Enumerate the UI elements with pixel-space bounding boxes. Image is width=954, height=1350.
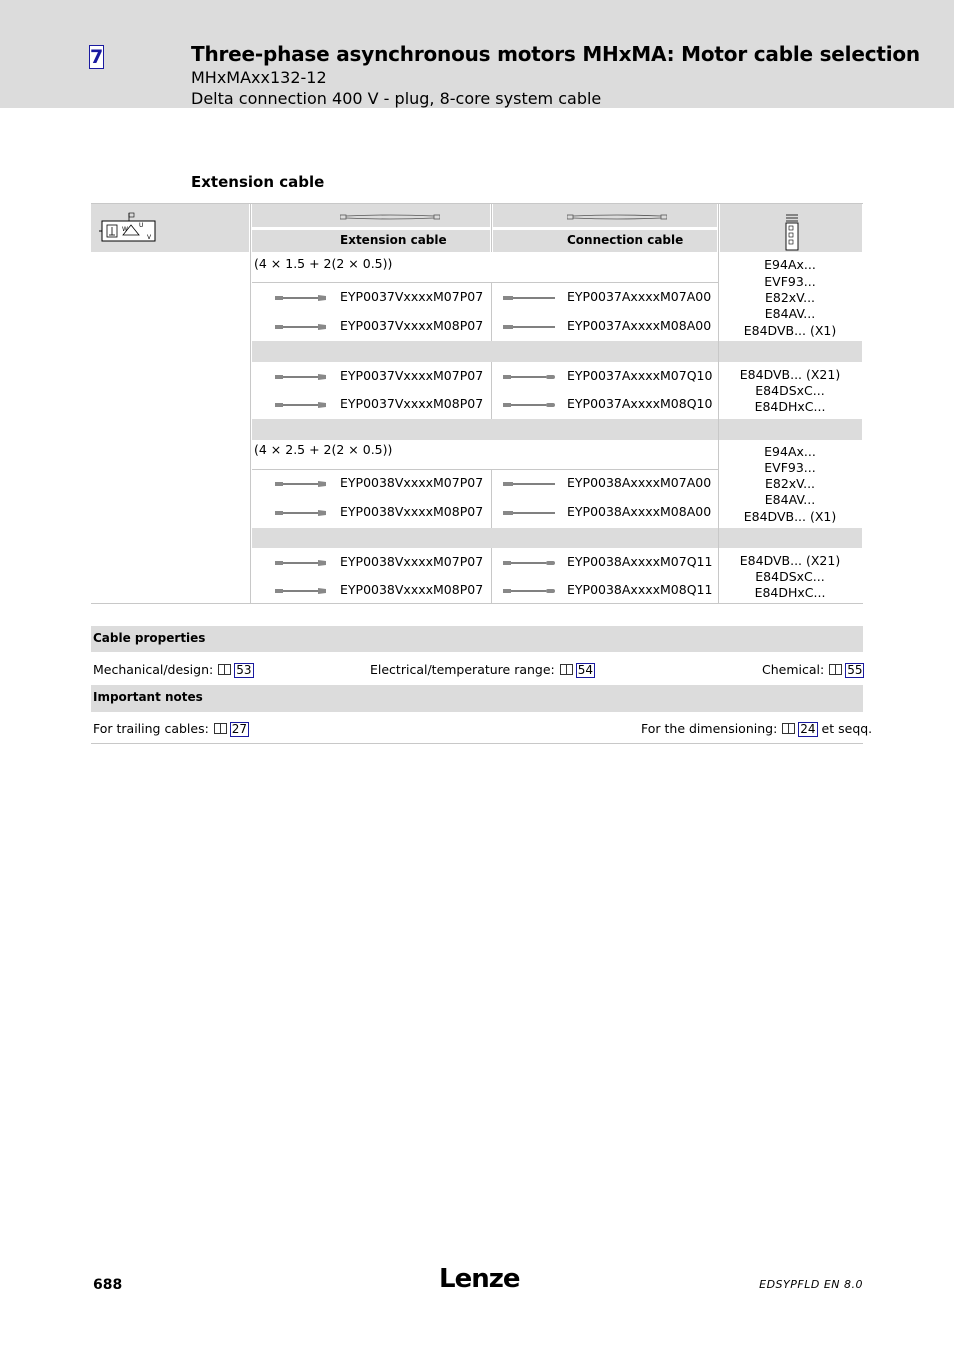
dimensioning-label: For the dimensioning: <box>641 721 778 736</box>
connection-cable-part[interactable]: EYP0037AxxxxM07A00 <box>567 289 712 304</box>
svg-text:V: V <box>147 234 152 241</box>
trailing-label: For trailing cables: <box>93 721 209 736</box>
connection-cable-plug-icon <box>502 373 556 381</box>
connection-cable-icon <box>567 213 667 221</box>
connection-cable-plug-icon <box>502 401 556 409</box>
extension-cable-plug-icon <box>274 559 328 567</box>
cable-spec: (4 × 2.5 + 2(2 × 0.5)) <box>254 442 393 457</box>
table-border <box>491 470 492 528</box>
book-icon <box>218 664 231 675</box>
connection-cable-plug-icon <box>502 559 556 567</box>
connection-cable-part[interactable]: EYP0037AxxxxM08A00 <box>567 318 712 333</box>
page-title: Three-phase asynchronous motors MHxMA: Motor cable selection <box>191 42 920 66</box>
device-item: E94Ax... <box>764 257 816 272</box>
group-separator <box>252 341 862 362</box>
chapter-number-link[interactable]: 7 <box>90 46 104 68</box>
mechanical-page-link[interactable]: 53 <box>236 663 252 677</box>
document-id: EDSYPFLD EN 8.0 <box>759 1278 863 1291</box>
table-border <box>491 362 492 419</box>
mechanical-design-ref <box>93 662 254 678</box>
connection-cable-open-icon <box>502 294 556 302</box>
notes-bottom-rule <box>91 743 863 744</box>
group-separator <box>252 419 862 440</box>
extension-cable-part[interactable]: EYP0038VxxxxM07P07 <box>340 554 484 569</box>
svg-text:U: U <box>139 222 144 229</box>
book-icon <box>214 723 227 734</box>
table-border <box>491 283 492 341</box>
device-item: E84DVB... (X21) <box>739 553 841 568</box>
notes-heading: Important notes <box>93 690 203 704</box>
dimensioning-suffix: et seqq. <box>821 721 873 736</box>
group-separator <box>252 528 862 548</box>
page-subtitle-connection: Delta connection 400 V - plug, 8-core system cable <box>191 89 602 108</box>
extension-cable-plug-icon <box>274 480 328 488</box>
table-border <box>252 469 718 470</box>
electrical-temperature-ref <box>370 662 595 678</box>
connection-cable-part[interactable]: EYP0038AxxxxM07A00 <box>567 475 712 490</box>
device-item: E84DSxC... <box>755 569 825 584</box>
extension-cable-part[interactable]: EYP0037VxxxxM08P07 <box>340 318 484 333</box>
device-item: E84DVB... (X21) <box>739 367 841 382</box>
connection-cable-part[interactable]: EYP0038AxxxxM07Q11 <box>567 554 713 569</box>
lenze-logo: Lenze <box>439 1264 520 1294</box>
extension-cable-plug-icon <box>274 401 328 409</box>
table-border <box>250 204 251 603</box>
connection-cable-part[interactable]: EYP0037AxxxxM08Q10 <box>567 396 713 411</box>
dimensioning-page-link[interactable]: 24 <box>800 722 816 736</box>
extension-cable-header: Extension cable <box>340 233 447 247</box>
connection-cable-header: Connection cable <box>567 233 684 247</box>
electrical-page-link[interactable]: 54 <box>577 663 594 677</box>
trailing-page-link[interactable]: 27 <box>231 722 248 736</box>
properties-heading-band <box>91 626 863 652</box>
device-item: E84DHxC... <box>754 585 826 600</box>
chemical-page-link[interactable]: 55 <box>847 663 863 677</box>
table-border <box>718 204 719 603</box>
extension-cable-plug-icon <box>274 373 328 381</box>
svg-text:W: W <box>122 226 128 233</box>
device-item: EVF93... <box>764 274 816 289</box>
connection-cable-part[interactable]: EYP0038AxxxxM08Q11 <box>567 582 713 597</box>
page-subtitle-model: MHxMAxx132-12 <box>191 68 327 87</box>
extension-cable-part[interactable]: EYP0037VxxxxM07P07 <box>340 289 484 304</box>
motor-terminal-icon <box>99 211 157 245</box>
table-border <box>91 203 863 204</box>
connection-cable-open-icon <box>502 323 556 331</box>
dimensioning-ref <box>641 721 872 737</box>
device-item: E84AV... <box>764 306 816 321</box>
cable-spec: (4 × 1.5 + 2(2 × 0.5)) <box>254 256 393 271</box>
connection-cable-open-icon <box>502 480 556 488</box>
extension-cable-part[interactable]: EYP0038VxxxxM08P07 <box>340 582 484 597</box>
table-border <box>491 548 492 603</box>
device-item: E84DVB... (X1) <box>743 323 837 338</box>
connection-cable-plug-icon <box>502 587 556 595</box>
chemical-label: Chemical: <box>762 662 825 677</box>
notes-heading-band <box>91 685 863 712</box>
section-title: Extension cable <box>191 173 325 191</box>
table-border <box>91 603 863 604</box>
device-item: E84AV... <box>764 492 816 507</box>
book-icon <box>829 664 842 675</box>
device-item: E84DVB... (X1) <box>743 509 837 524</box>
extension-cable-plug-icon <box>274 587 328 595</box>
device-item: E82xV... <box>764 290 816 305</box>
device-item: E84DHxC... <box>754 399 826 414</box>
page-number: 688 <box>93 1277 123 1293</box>
table-border <box>252 282 718 283</box>
chemical-ref <box>762 662 864 678</box>
extension-cable-plug-icon <box>274 294 328 302</box>
book-icon <box>782 723 795 734</box>
extension-cable-part[interactable]: EYP0037VxxxxM08P07 <box>340 396 484 411</box>
connection-cable-part[interactable]: EYP0037AxxxxM07Q10 <box>567 368 713 383</box>
electrical-label: Electrical/temperature range: <box>370 662 555 677</box>
properties-heading: Cable properties <box>93 631 206 645</box>
extension-cable-plug-icon <box>274 323 328 331</box>
book-icon <box>560 664 573 675</box>
extension-cable-part[interactable]: EYP0037VxxxxM07P07 <box>340 368 484 383</box>
device-item: E82xV... <box>764 476 816 491</box>
extension-cable-part[interactable]: EYP0038VxxxxM08P07 <box>340 504 484 519</box>
trailing-cables-ref <box>93 721 249 737</box>
device-item: EVF93... <box>764 460 816 475</box>
extension-cable-part[interactable]: EYP0038VxxxxM07P07 <box>340 475 484 490</box>
mechanical-label: Mechanical/design: <box>93 662 214 677</box>
connection-cable-open-icon <box>502 509 556 517</box>
extension-cable-plug-icon <box>274 509 328 517</box>
connection-cable-part[interactable]: EYP0038AxxxxM08A00 <box>567 504 712 519</box>
device-item: E84DSxC... <box>755 383 825 398</box>
device-item: E94Ax... <box>764 444 816 459</box>
extension-cable-icon <box>340 213 440 221</box>
